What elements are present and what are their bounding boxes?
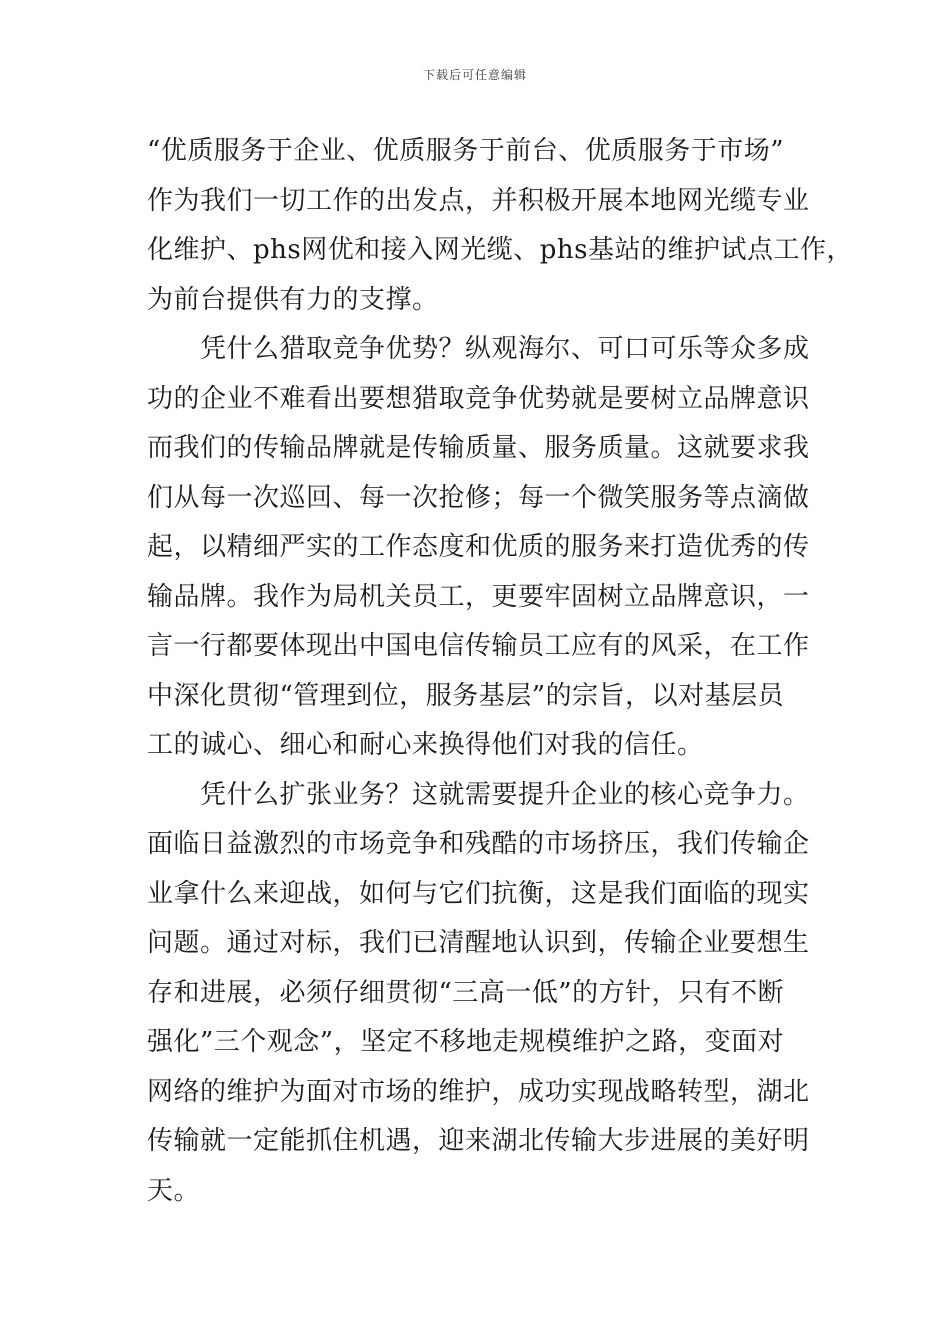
text-line: 作为我们一切工作的出发点，并积极开展本地网光缆专业 <box>147 185 810 216</box>
text-line: 天。 <box>147 1175 201 1206</box>
text-line: 化维护、phs网优和接入网光缆、phs基站的维护试点工作， <box>147 235 853 265</box>
text-line: 面临日益激烈的市场竞争和残酷的市场挤压，我们传输企 <box>147 829 810 859</box>
text-line: 们从每一次巡回、每一次抢修；每一个微笑服务等点滴做 <box>147 482 810 513</box>
text-line: 中深化贯彻“管理到位，服务基层”的宗旨，以对基层员 <box>147 680 785 711</box>
document-body <box>147 127 853 1216</box>
text-line: 输品牌。我作为局机关员工，更要牢固树立品牌意识，一 <box>147 581 810 612</box>
text-line: 为前台提供有力的支撑。 <box>147 284 439 315</box>
page-header: 下载后可任意编辑 <box>422 68 527 82</box>
text-line: “优质服务于企业、优质服务于前台、优质服务于市场” <box>147 136 785 166</box>
text-line: 问题。通过对标，我们已清醒地认识到，传输企业要想生 <box>147 928 810 958</box>
text-line: 强化”三个观念”，坚定不移地走规模维护之路，变面对 <box>147 1027 785 1057</box>
text-line: 业拿什么来迎战，如何与它们抗衡，这是我们面临的现实 <box>147 878 810 909</box>
text-line: 传输就一定能抓住机遇，迎来湖北传输大步进展的美好明 <box>147 1126 810 1156</box>
text-line: 而我们的传输品牌就是传输质量、服务质量。这就要求我 <box>147 433 810 463</box>
text-line: 功的企业不难看出要想猎取竞争优势就是要树立品牌意识 <box>147 383 810 414</box>
text-line: 工的诚心、细心和耐心来换得他们对我的信任。 <box>147 730 704 760</box>
text-line: 网络的维护为面对市场的维护，成功实现战略转型，湖北 <box>147 1076 810 1107</box>
paragraph-2 <box>147 325 827 771</box>
paragraph-1 <box>147 127 853 325</box>
text-line: 起，以精细严实的工作态度和优质的服务来打造优秀的传 <box>147 532 810 562</box>
text-line: 凭什么扩张业务？这就需要提升企业的核心竞争力。 <box>200 779 810 810</box>
text-line: 凭什么猎取竞争优势？纵观海尔、可口可乐等众多成 <box>200 334 810 364</box>
text-line: 言一行都要体现出中国电信传输员工应有的风采，在工作 <box>147 631 810 661</box>
paragraph-3 <box>147 771 827 1217</box>
text-line: 存和进展，必须仔细贯彻“三高一低”的方针，只有不断 <box>147 977 785 1008</box>
